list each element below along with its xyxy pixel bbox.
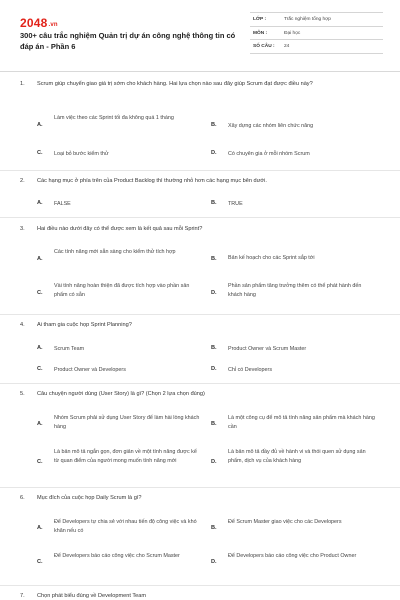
- question-text: Câu chuyện người dùng (User Story) là gì? (Chọn 2 lựa chọn đúng): [37, 391, 205, 397]
- option-text[interactable]: Để Developers báo cáo công việc cho Scrum Master: [54, 553, 180, 559]
- info-key: SỐ CÂU :: [253, 44, 275, 49]
- question-divider: [0, 585, 400, 586]
- logo-text: 2048: [20, 16, 48, 30]
- option-text[interactable]: Là một công cụ để mô tả tính năng sản phẩm mà khách hàng cần: [228, 415, 375, 430]
- info-row-class: [250, 13, 383, 27]
- header-divider: [0, 71, 400, 72]
- option-text[interactable]: Có chuyên gia ở mỗi nhóm Scrum: [228, 151, 310, 157]
- info-value: Trắc nghiệm tổng hợp: [284, 17, 331, 22]
- option-letter[interactable]: B.: [211, 256, 217, 262]
- question-text: Chọn phát biểu đúng về Development Team: [37, 593, 147, 599]
- page-header: [0, 0, 400, 62]
- option-letter[interactable]: C.: [37, 459, 43, 465]
- option-letter[interactable]: A.: [37, 345, 43, 351]
- question-number: 1.: [20, 81, 25, 87]
- question-number: 2.: [20, 178, 25, 184]
- page-title: 300+ câu trắc nghiệm Quản trị dự án công nghệ thông tin có đáp án - Phần 6: [20, 31, 236, 51]
- option-letter[interactable]: C.: [37, 366, 43, 372]
- question-number: 5.: [20, 391, 25, 397]
- info-value: 24: [284, 44, 290, 49]
- option-letter[interactable]: C.: [37, 559, 43, 565]
- option-text[interactable]: Để Developers báo cáo công việc cho Product Owner: [228, 553, 357, 559]
- info-row-count: [250, 40, 383, 54]
- site-logo[interactable]: [20, 16, 58, 30]
- option-text[interactable]: Làm việc theo các Sprint tối đa không quá 1 tháng: [54, 115, 174, 121]
- question-number: 6.: [20, 495, 25, 501]
- option-text[interactable]: Bản kế hoạch cho các Sprint sắp tới: [228, 255, 315, 261]
- option-letter[interactable]: C.: [37, 290, 43, 296]
- option-text[interactable]: Xây dựng các nhóm liên chức năng: [228, 123, 314, 129]
- option-text[interactable]: Vài tính năng hoàn thiện đã được tích hợp vào phần sản phẩm có sẵn: [54, 283, 190, 298]
- option-text[interactable]: Chỉ có Developers: [228, 367, 273, 373]
- option-letter[interactable]: B.: [211, 122, 217, 128]
- info-key: MÔN :: [253, 30, 268, 36]
- question-text: Scrum giúp chuyển giao giá trị sớm cho khách hàng. Hai lựa chọn nào sau đây giúp Scrum đạt được điều này?: [37, 81, 313, 87]
- info-table: [250, 12, 383, 54]
- option-text[interactable]: Product Owner và Scrum Master: [228, 346, 307, 352]
- info-value: Đại học: [284, 30, 301, 36]
- option-letter[interactable]: D.: [211, 150, 217, 156]
- question-divider: [0, 217, 400, 218]
- option-letter[interactable]: B.: [211, 200, 217, 206]
- option-letter[interactable]: B.: [211, 525, 217, 531]
- option-letter[interactable]: A.: [37, 200, 43, 206]
- info-row-subject: [250, 27, 383, 41]
- question-divider: [0, 170, 400, 171]
- option-letter[interactable]: A.: [37, 421, 43, 427]
- option-letter[interactable]: D.: [211, 290, 217, 296]
- question-divider: [0, 487, 400, 488]
- question-number: 4.: [20, 322, 25, 328]
- option-text[interactable]: Scrum Team: [54, 346, 85, 352]
- option-text[interactable]: Là bản mô tả đầy đủ về hành vi và thói quen sử dụng sản phẩm, dịch vụ của khách hàng: [228, 449, 366, 464]
- option-text[interactable]: Các tính năng mới sẵn sàng cho kiểm thử tích hợp: [54, 249, 176, 255]
- option-letter[interactable]: B.: [211, 421, 217, 427]
- option-letter[interactable]: A.: [37, 256, 43, 262]
- option-text[interactable]: Để Scrum Master giao việc cho các Developers: [228, 519, 342, 525]
- option-letter[interactable]: A.: [37, 525, 43, 531]
- option-letter[interactable]: B.: [211, 345, 217, 351]
- option-text[interactable]: Loại bỏ bước kiểm thử: [54, 151, 109, 157]
- option-text[interactable]: FALSE: [54, 201, 71, 207]
- question-text: Các hạng mục ở phía trên của Product Backlog thì thường nhỏ hơn các hạng mục bên dưới.: [37, 178, 267, 184]
- question-number: 7.: [20, 593, 25, 599]
- option-text[interactable]: Nhóm Scrum phải sử dụng User Story để làm hài lòng khách hàng: [54, 415, 200, 430]
- option-text[interactable]: Product Owner và Developers: [54, 367, 126, 373]
- option-text[interactable]: TRUE: [228, 201, 243, 207]
- question-number: 3.: [20, 226, 25, 232]
- option-letter[interactable]: A.: [37, 122, 43, 128]
- question-divider: [0, 383, 400, 384]
- option-letter[interactable]: C.: [37, 150, 43, 156]
- question-text: Mục đích của cuộc họp Daily Scrum là gì?: [37, 495, 142, 501]
- option-letter[interactable]: D.: [211, 366, 217, 372]
- option-text[interactable]: Là bản mô tả ngắn gọn, đơn giản về một tính năng được kể từ quan điểm của người mong muốn tính năng mới: [54, 449, 197, 464]
- option-letter[interactable]: D.: [211, 559, 217, 565]
- option-text[interactable]: Phần sản phẩm tăng trưởng thêm có thể phát hành đến khách hàng: [228, 283, 362, 298]
- question-divider: [0, 314, 400, 315]
- option-text[interactable]: Để Developers tự chia sẻ với nhau tiến độ công việc và khó khăn nếu có: [54, 519, 197, 534]
- question-text: Hai điều nào dưới đây có thể được xem là kết quả sau mỗi Sprint?: [37, 226, 203, 232]
- option-letter[interactable]: D.: [211, 459, 217, 465]
- info-key: LỚP :: [253, 17, 267, 22]
- logo-suffix: .vn: [48, 22, 58, 28]
- question-text: Ai tham gia cuộc họp Sprint Planning?: [37, 322, 132, 328]
